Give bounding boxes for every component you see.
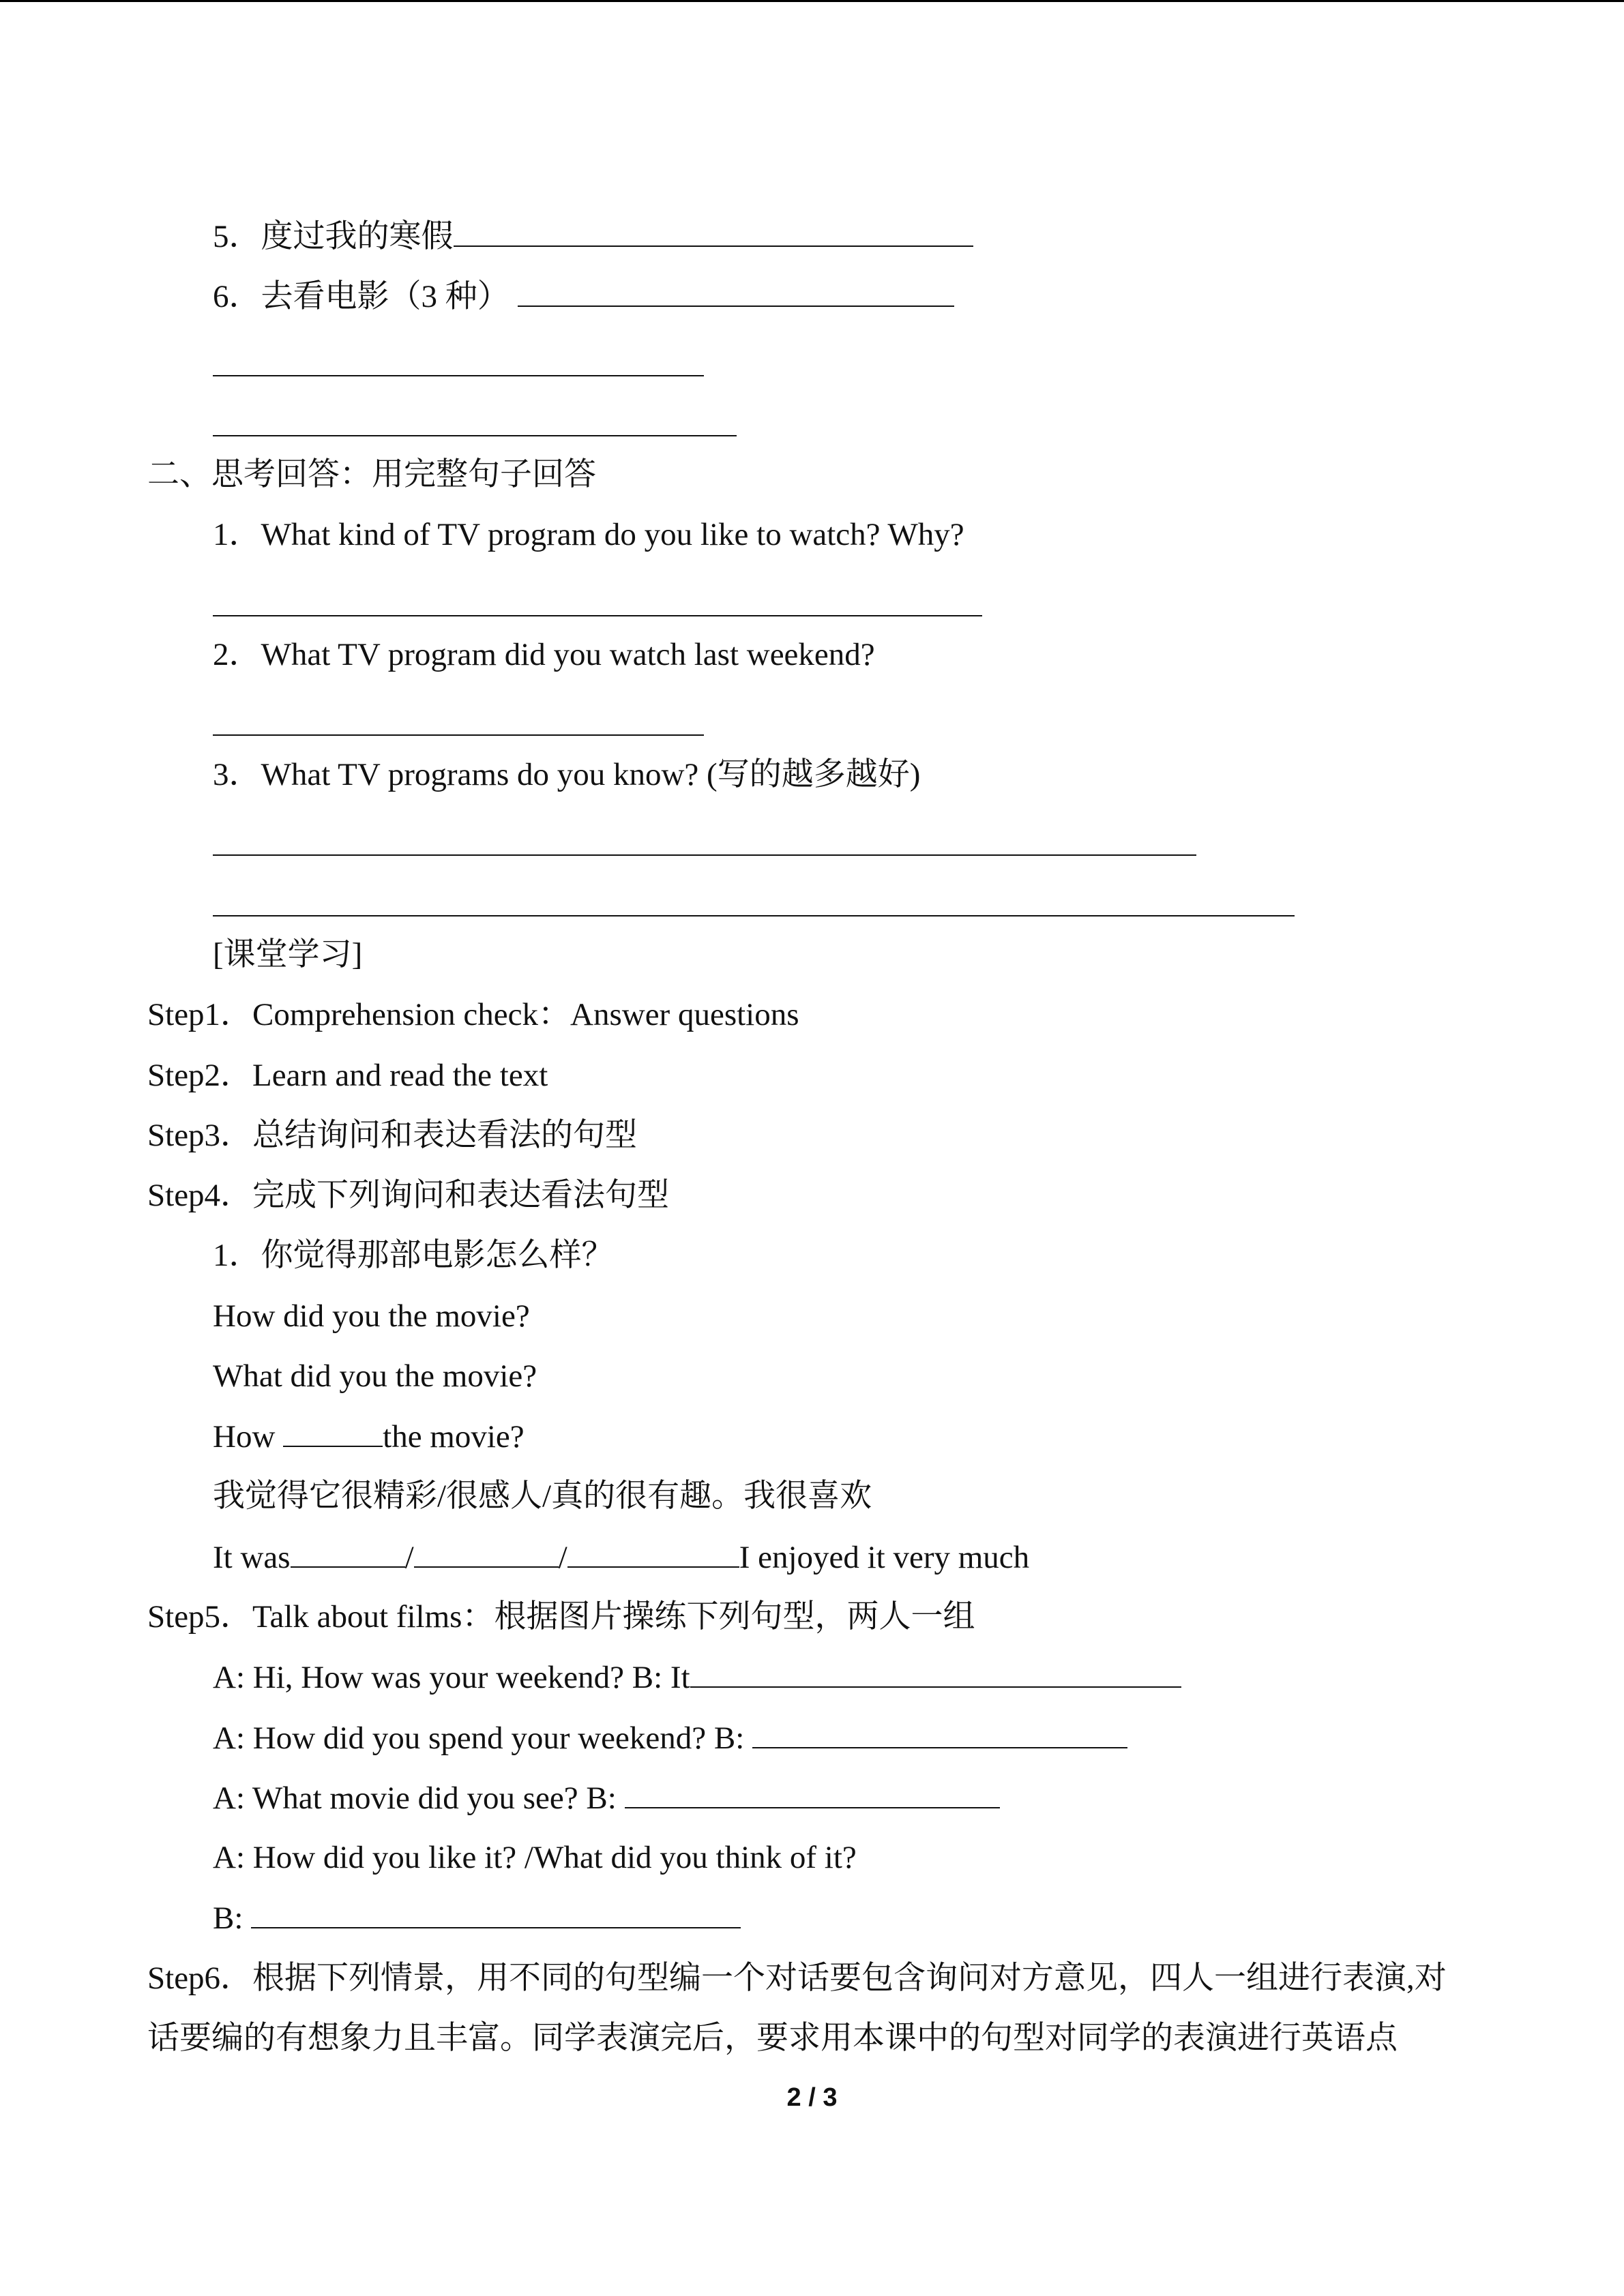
vocab-item-6-blank-3[interactable] [213,435,737,436]
section-2-heading: 二、思考回答：用完整句子回答 [147,457,596,492]
dialogue-5-blank[interactable] [251,1897,741,1928]
dialogue-1-blank[interactable] [690,1656,1181,1688]
vocab-item-5 [213,215,973,256]
dialogue-line-3 [213,1777,1000,1818]
answer-line-q2[interactable] [213,734,704,736]
slash-1: / [404,1540,414,1575]
step-3: Step3．总结询问和表达看法的句型 [147,1118,638,1153]
sentence-how-did-you: How did you the movie? [213,1298,530,1334]
classroom-heading: [课堂学习] [213,937,363,972]
step-1: Step1．Comprehension check：Answer questions [147,997,799,1032]
dialogue-5-text: B: [213,1900,243,1936]
it-was-prefix: It was [213,1540,291,1575]
question-1: 1．What kind of TV program do you like to watch? Why? [213,517,964,552]
dialogue-line-1 [213,1656,1181,1697]
step-6-line-1: Step6．根据下列情景，用不同的句型编一个对话要包含询问对方意见，四人一组进行表演,对 [147,1960,1447,1996]
step-2: Step2．Learn and read the text [147,1058,548,1093]
vocab-item-5-text: 5．度过我的寒假 [213,219,454,254]
step-6-line-2: 话要编的有想象力且丰富。同学表演完后，要求用本课中的句型对同学的表演进行英语点 [147,2021,1398,2056]
it-was-blank-2[interactable] [414,1536,559,1568]
dialogue-3-text: A: What movie did you see? B: [213,1780,617,1816]
sentence-how-was [213,1416,525,1457]
vocab-item-5-blank[interactable] [454,215,973,247]
answer-line-q3-a[interactable] [213,854,1196,856]
how-was-blank[interactable] [283,1416,383,1447]
answer-line-q3-b[interactable] [213,915,1295,916]
answer-line-q1[interactable] [213,615,982,616]
it-was-blank-1[interactable] [291,1536,405,1568]
enjoyed-text: I enjoyed it very much [739,1540,1030,1575]
page-top-border [0,0,1624,2]
vocab-item-6-blank-2[interactable] [213,375,704,376]
sentence-it-was [213,1536,1029,1577]
step-4-question-1: 1．你觉得那部电影怎么样？ [213,1238,614,1273]
how-suffix: the movie? [383,1419,525,1455]
sentence-i-think: 我觉得它很精彩/很感人/真的很有趣。我很喜欢 [213,1478,872,1514]
how-prefix: How [213,1419,276,1455]
dialogue-2-text: A: How did you spend your weekend? B: [213,1720,745,1756]
sentence-what-did-you: What did you the movie? [213,1358,537,1394]
step-5: Step5．Talk about films：根据图片操练下列句型，两人一组 [147,1599,975,1635]
vocab-item-6 [213,275,954,316]
vocab-item-6-text: 6．去看电影（3 种） [213,279,510,314]
dialogue-line-5 [213,1897,741,1938]
dialogue-line-2 [213,1717,1127,1758]
vocab-item-6-blank[interactable] [518,275,954,307]
question-3: 3．What TV programs do you know? (写的越多越好) [213,757,921,792]
dialogue-1-text: A: Hi, How was your weekend? B: It [213,1660,690,1695]
dialogue-2-blank[interactable] [752,1717,1127,1748]
it-was-blank-3[interactable] [567,1536,739,1568]
page-number: 2 / 3 [786,2083,838,2112]
dialogue-3-blank[interactable] [625,1777,1000,1808]
slash-2: / [558,1540,567,1575]
dialogue-line-4: A: How did you like it? /What did you think of it? [213,1840,857,1875]
question-2: 2．What TV program did you watch last weekend? [213,637,875,672]
step-4: Step4．完成下列询问和表达看法句型 [147,1178,670,1213]
